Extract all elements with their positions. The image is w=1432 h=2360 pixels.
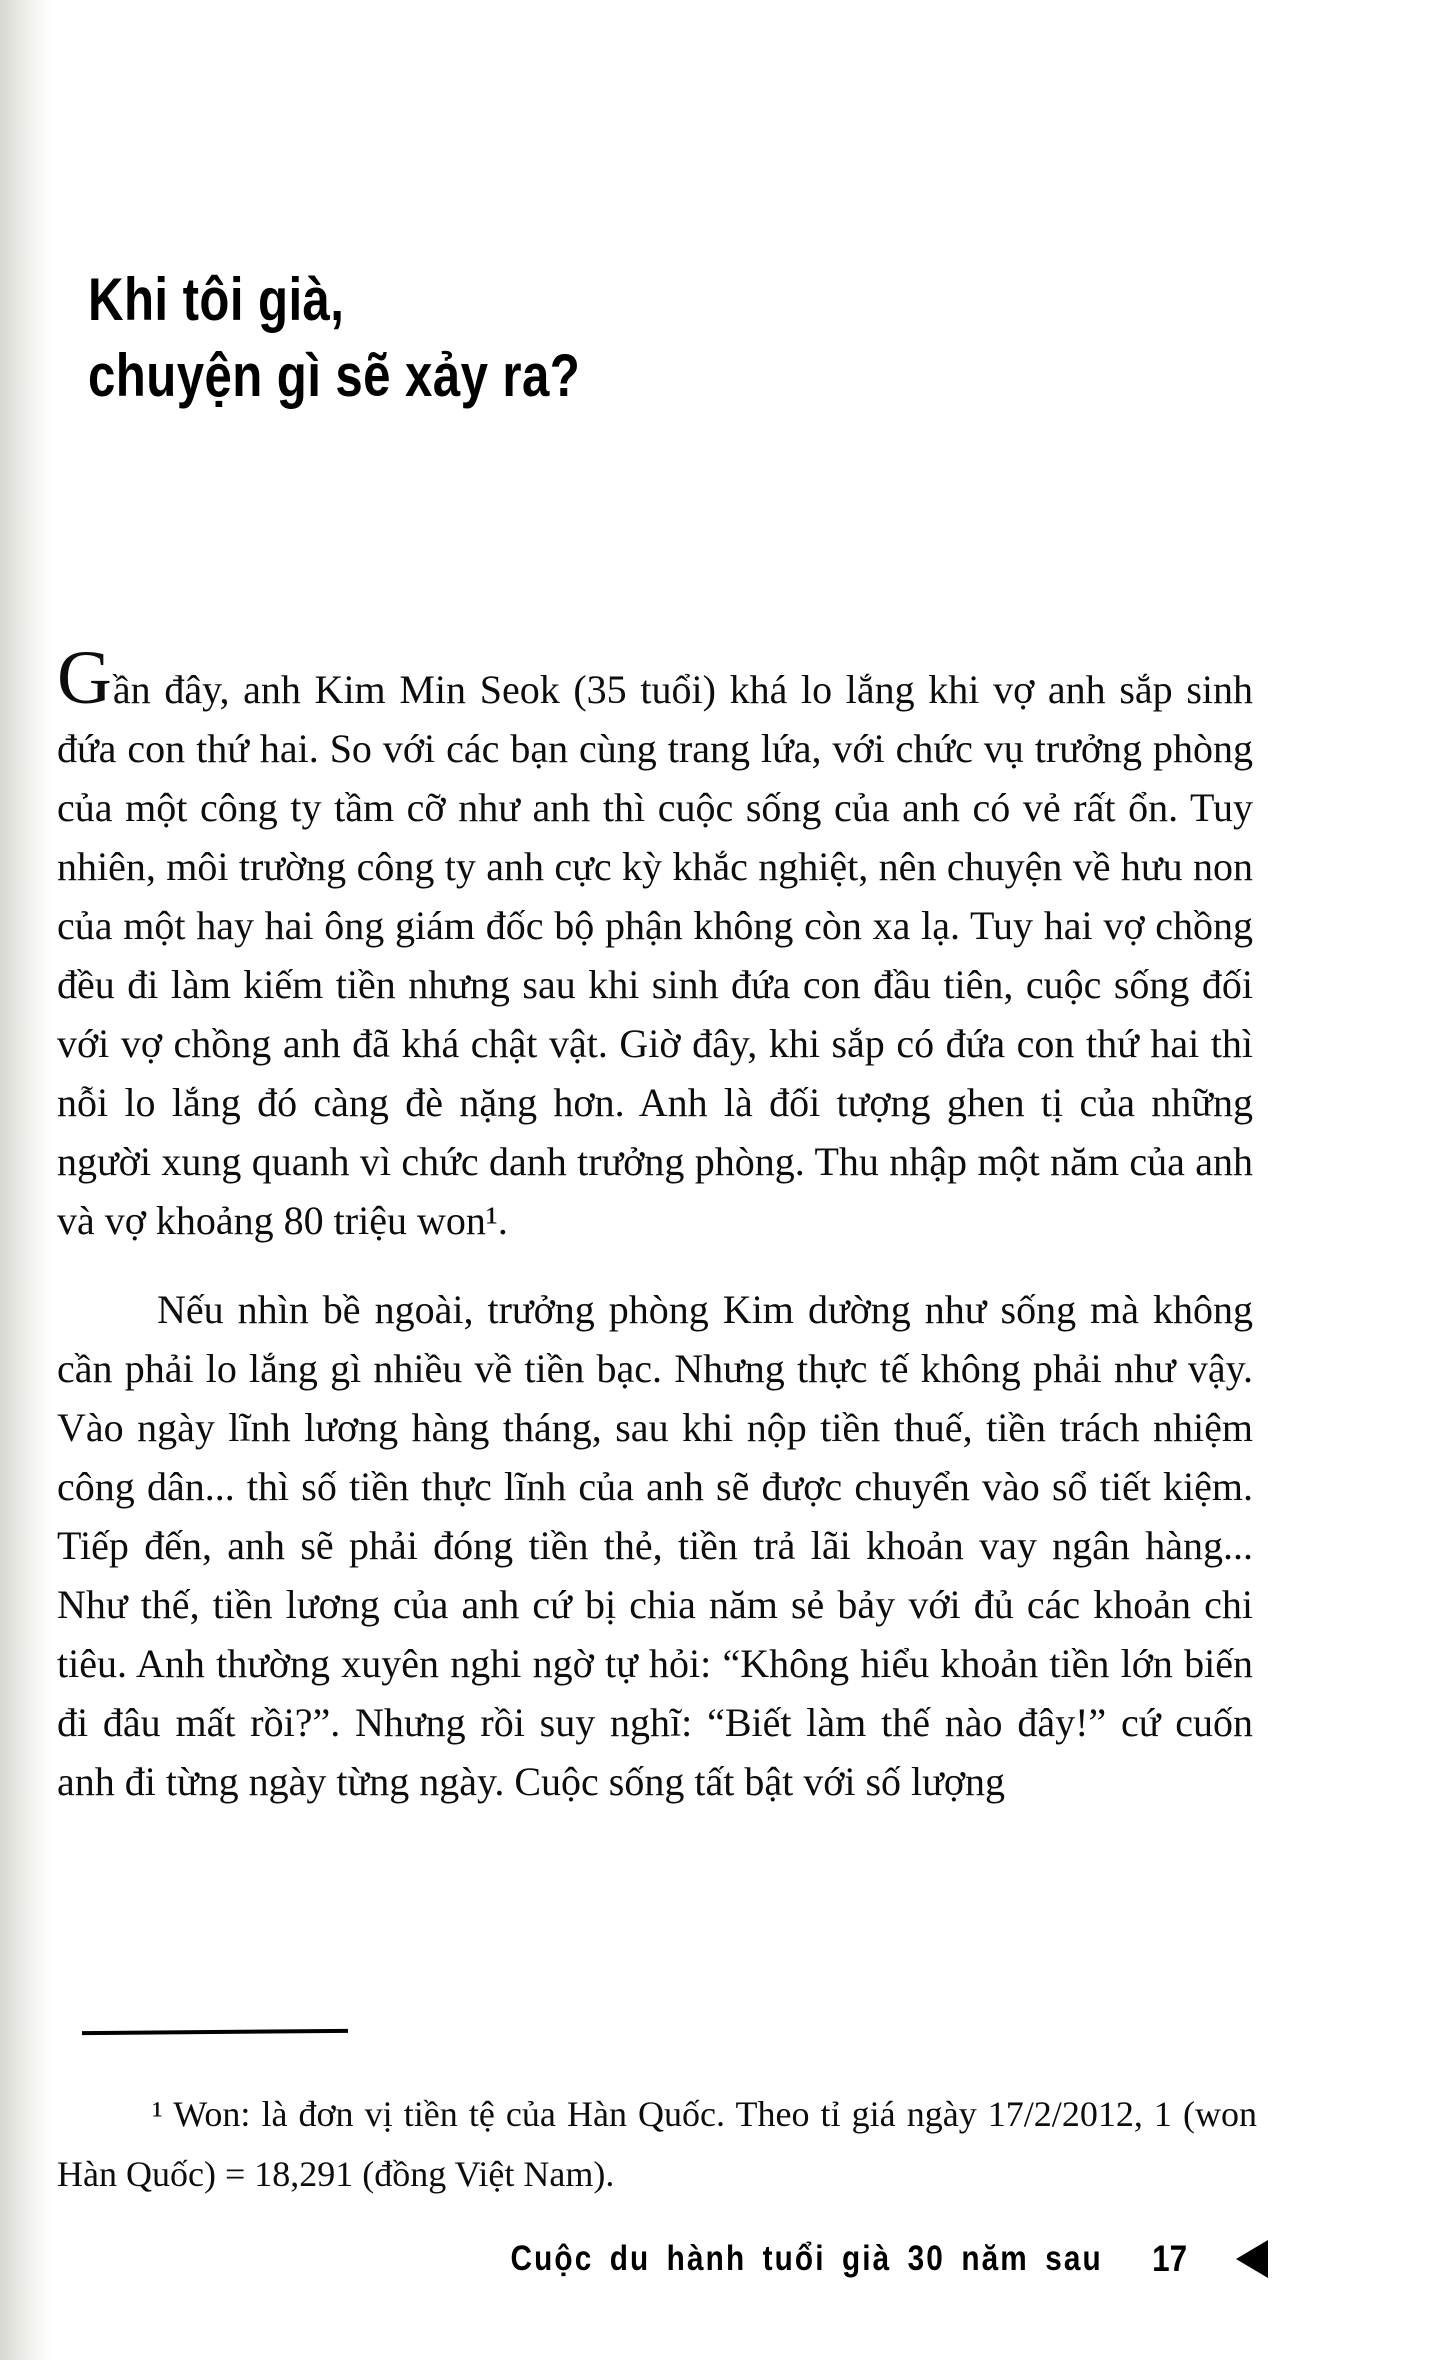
left-arrow-icon	[1236, 2240, 1268, 2278]
paragraph-1	[57, 636, 1253, 1250]
page-footer	[406, 2238, 1268, 2280]
footer-book-title: Cuộc du hành tuổi già 30 năm sau	[510, 2239, 1103, 2278]
paragraph-2: Nếu nhìn bề ngoài, trưởng phòng Kim dường như sống mà không cần phải lo lắng gì nhiều về tiền bạc. Nhưng thực tế không phải như vậy. Vào ngày lĩnh lương hàng tháng, sau khi nộp tiền thuế, tiền trách nhiệm công dân... thì số tiền thực lĩnh của anh sẽ được chuyển vào sổ tiết kiệm. Tiếp đến, anh sẽ phải đóng tiền thẻ, tiền trả lãi khoản vay ngân hàng... Như thế, tiền lương của anh cứ bị chia năm sẻ bảy với đủ các khoản chi tiêu. Anh thường xuyên nghi ngờ tự hỏi: “Không hiểu khoản tiền lớn biến đi đâu mất rồi?”. Nhưng rồi suy nghĩ: “Biết làm thế nào đây!” cứ cuốn anh đi từng ngày từng ngày. Cuộc sống tất bật với số lượng	[57, 1287, 1253, 1804]
footnote: ¹ Won: là đơn vị tiền tệ của Hàn Quốc. Theo tỉ giá ngày 17/2/2012, 1 (won Hàn Quốc) = 18,291 (đồng Việt Nam).	[57, 2094, 1257, 2194]
footnote-divider	[82, 2029, 348, 2035]
footer-page-number: 17	[1151, 2238, 1187, 2279]
chapter-title-line-2: chuyện gì sẽ xảy ra?	[88, 342, 581, 409]
paragraph-1-text: ần đây, anh Kim Min Seok (35 tuổi) khá lo lắng khi vợ anh sắp sinh đứa con thứ hai. So với các bạn cùng trang lứa, với chức vụ trưởng phòng của một công ty tầm cỡ như anh thì cuộc sống của anh có vẻ rất ổn. Tuy nhiên, môi trường công ty anh cực kỳ khắc nghiệt, nên chuyện về hưu non của một hay hai ông giám đốc bộ phận không còn xa lạ. Tuy hai vợ chồng đều đi làm kiếm tiền nhưng sau khi sinh đứa con đầu tiên, cuộc sống đối với vợ chồng anh đã khá chật vật. Giờ đây, khi sắp có đứa con thứ hai thì nỗi lo lắng đó càng đè nặng hơn. Anh là đối tượng ghen tị của những người xung quanh vì chức danh trưởng phòng. Thu nhập một năm của anh và vợ khoảng 80 triệu won¹.	[57, 667, 1253, 1243]
chapter-title-line-1: Khi tôi già,	[88, 266, 345, 333]
chapter-title	[88, 262, 580, 414]
page-gutter-shadow	[0, 0, 52, 2360]
drop-cap: G	[57, 636, 113, 720]
body-text	[57, 636, 1253, 1811]
